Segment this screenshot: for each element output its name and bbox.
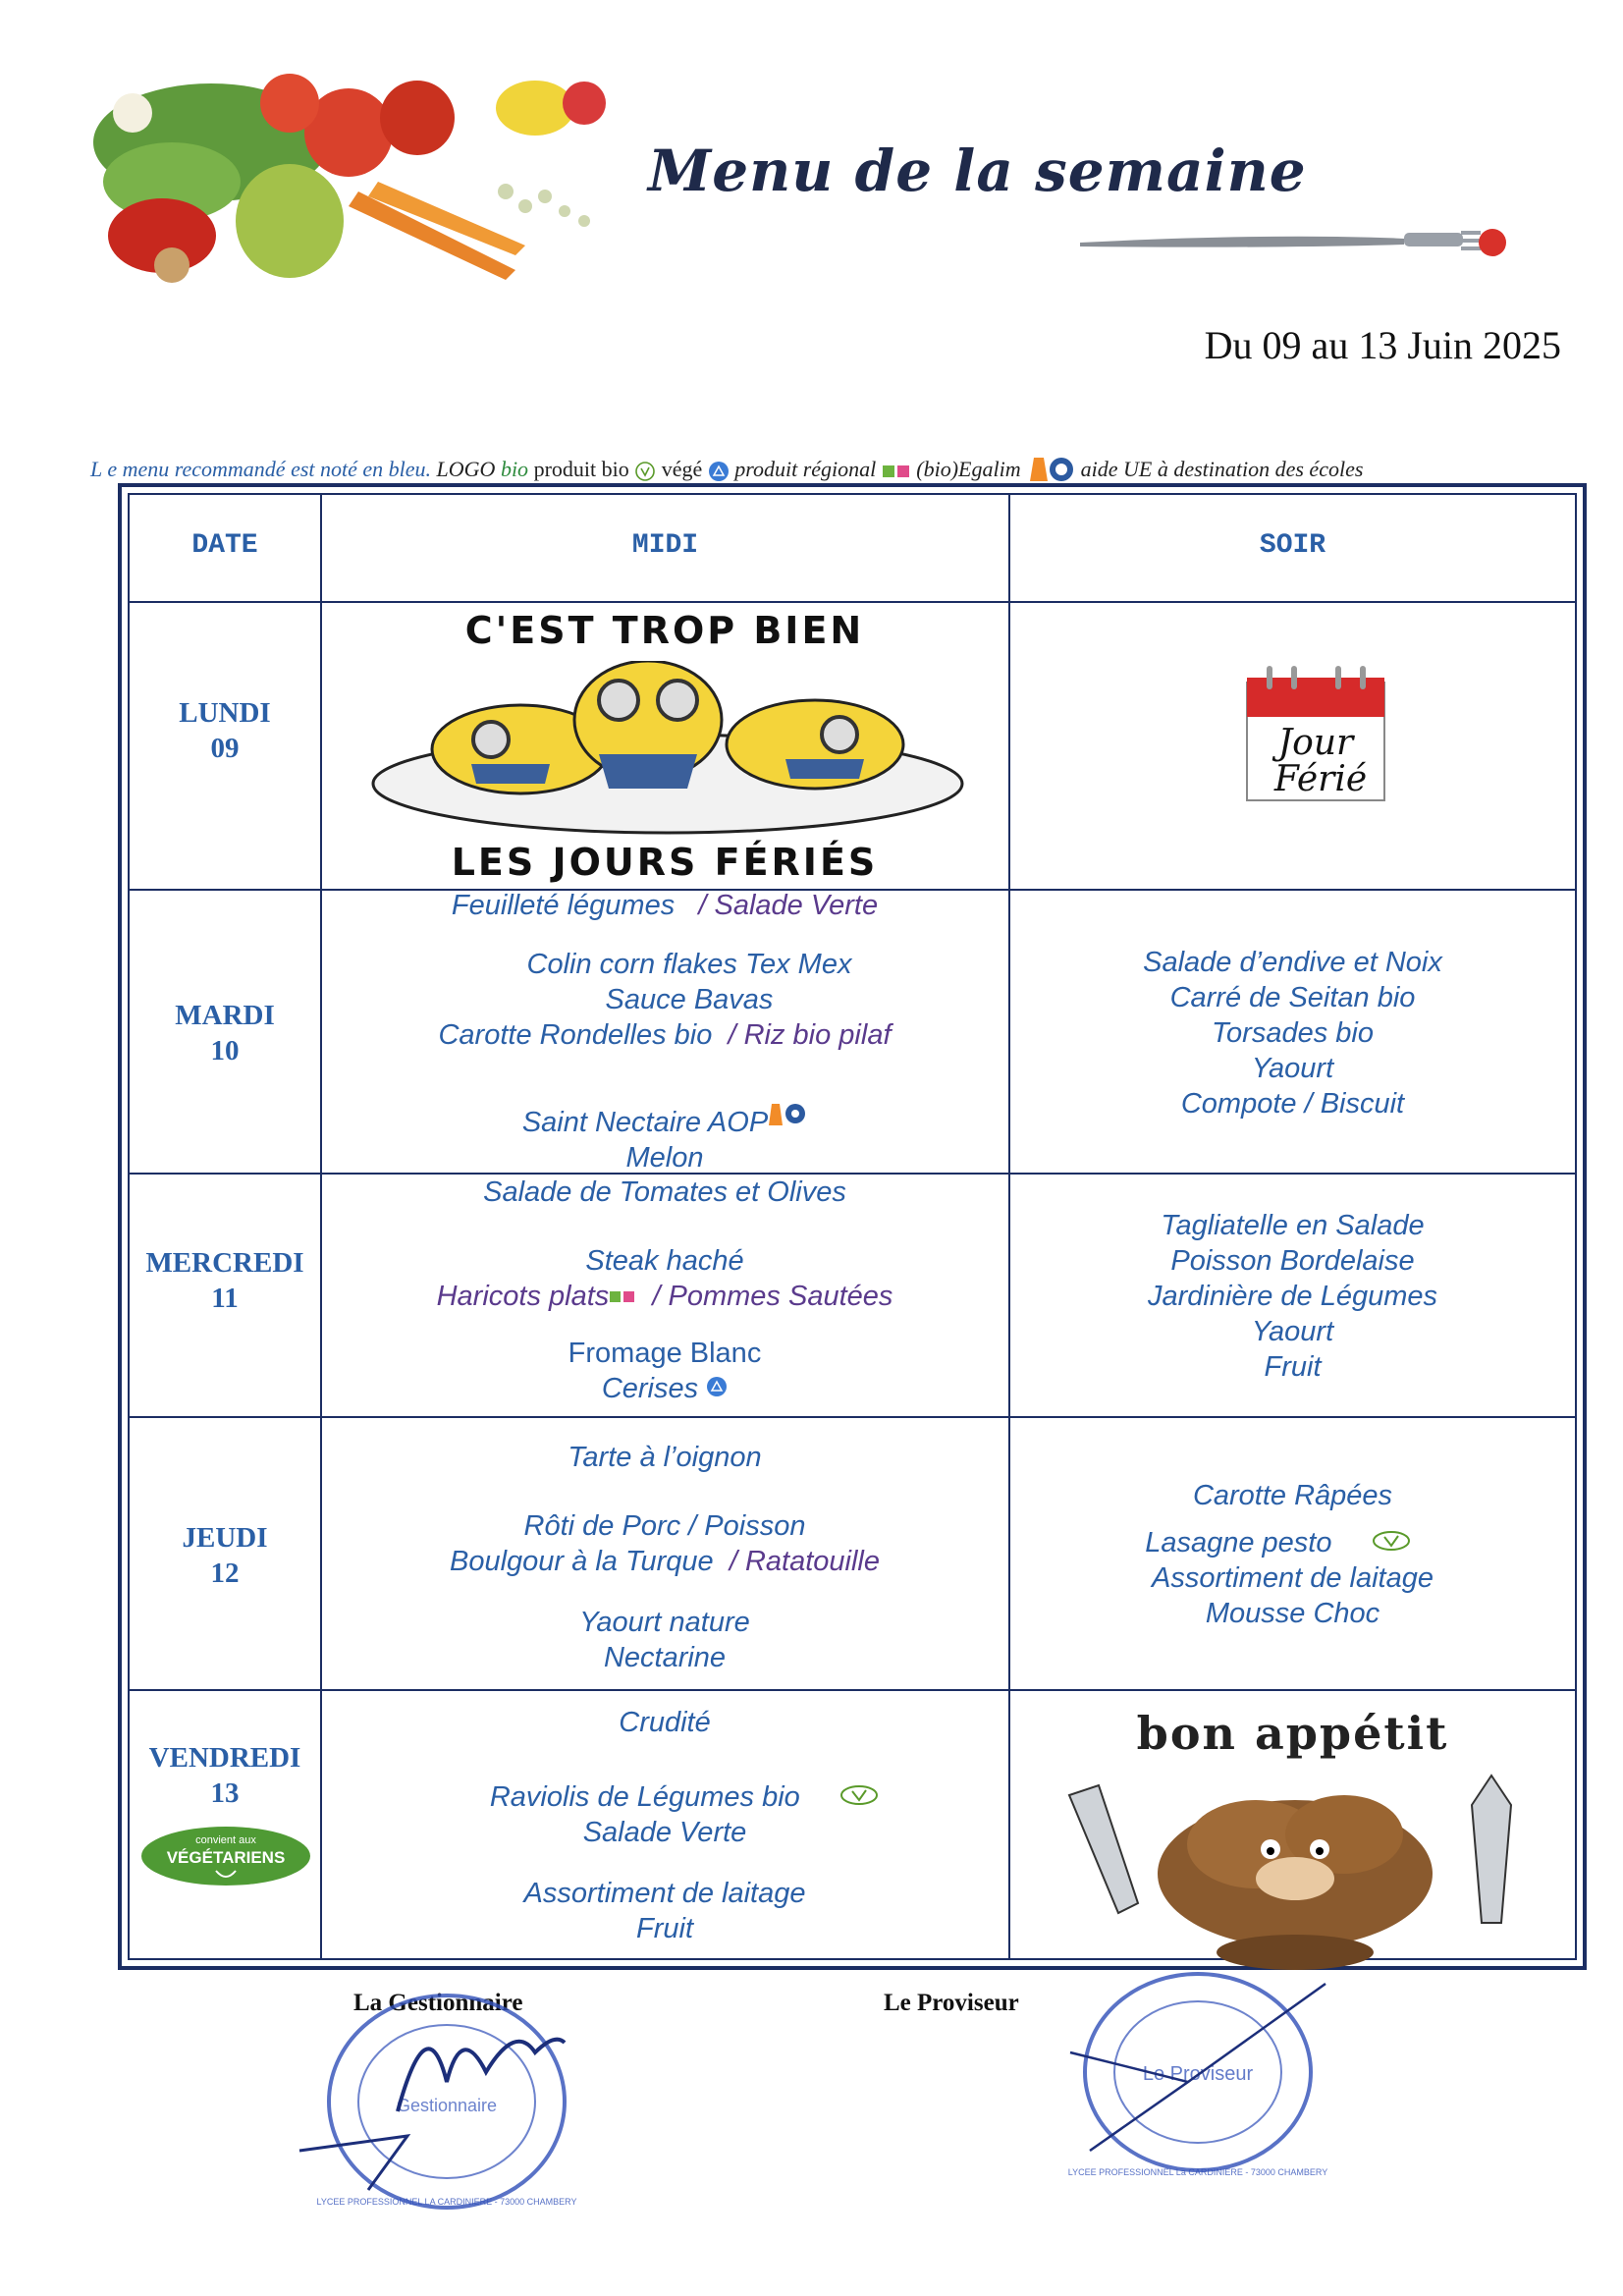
- day-jeudi: [130, 1520, 320, 1591]
- grid-line: [128, 1689, 1577, 1691]
- menu-item: Raviolis de Légumes bio: [489, 1781, 800, 1813]
- vendredi-midi-cell: [324, 1705, 1005, 1946]
- menu-line: [324, 1102, 1005, 1140]
- date-range: Du 09 au 13 Juin 2025: [1204, 323, 1561, 367]
- day-vendredi: [130, 1740, 320, 1811]
- jeudi-soir-cell: [1010, 1478, 1575, 1631]
- menu-line: [324, 1779, 1005, 1815]
- menu-item: / Riz: [728, 1019, 785, 1051]
- menu-item: Assortiment de laitage: [1152, 1562, 1434, 1594]
- mercredi-midi-cell: [324, 1175, 1005, 1406]
- col-header-soir: SOIR: [1259, 530, 1326, 561]
- menu-item: Rôti de Porc / Poisson: [523, 1510, 806, 1542]
- menu-item: Salade de Tomates et Olives: [483, 1176, 846, 1208]
- stamp-proviseur: [1051, 1954, 1345, 2190]
- vegetarian-badge: [137, 1822, 314, 1890]
- vege-leaf-icon: [1372, 1530, 1411, 1552]
- menu-item: Carotte Rondelles bio: [438, 1019, 713, 1051]
- menu-item: bio pilaf: [792, 1019, 892, 1051]
- menu-line: [324, 888, 1005, 923]
- egalim-icon: [882, 464, 911, 479]
- eu-school-aid-icon: [768, 1102, 807, 1131]
- menu-item: Salade Verte: [582, 1817, 747, 1848]
- menu-item: Carré de Seitan bio: [1169, 982, 1416, 1013]
- mardi-midi-cell: [324, 888, 1005, 1175]
- day-name: MERCREDI: [145, 1247, 304, 1279]
- stamp-ring-text: LYCEE PROFESSIONNEL La CARDINIERE - 73000 CHAMBERY: [1067, 2167, 1328, 2177]
- menu-line: [324, 1279, 1005, 1314]
- menu-item: Tarte à l’oignon: [568, 1442, 762, 1473]
- menu-item: / Ratatouille: [729, 1546, 880, 1577]
- day-number: 13: [210, 1777, 240, 1809]
- calendar-text-ferie: Férié: [1273, 759, 1368, 799]
- menu-item: Lasagne pesto: [1145, 1527, 1332, 1558]
- badge-main-text: VÉGÉTARIENS: [166, 1848, 286, 1867]
- signature-proviseur-label: Le Proviseur: [884, 1990, 1019, 2016]
- vege-leaf-icon: [839, 1784, 879, 1806]
- menu-line: [324, 1371, 1005, 1406]
- calendar-icon: [1242, 658, 1389, 805]
- stamp-center-text: Le Proviseur: [1142, 2063, 1254, 2085]
- menu-item: Haricots plats: [436, 1281, 610, 1312]
- menu-item: Tagliatelle en Salade: [1161, 1210, 1425, 1241]
- menu-line: [324, 1544, 1005, 1579]
- signature-gestionnaire-label: La Gestionnaire: [353, 1990, 523, 2016]
- menu-item: Assortiment de laitage: [523, 1878, 806, 1909]
- day-name: MARDI: [175, 1000, 275, 1031]
- menu-item: Yaourt: [1251, 1316, 1334, 1347]
- signature-stroke: [299, 2136, 407, 2190]
- menu-item: Boulgour à la Turque: [450, 1546, 714, 1577]
- regional-product-icon: [706, 1376, 728, 1397]
- menu-line: [1010, 1525, 1575, 1560]
- menu-item: Sauce Bavas: [605, 984, 774, 1015]
- mardi-soir-cell: [1010, 945, 1575, 1121]
- legend-text-vege: végé: [661, 457, 703, 482]
- legend-text-recommended: L e menu recommandé est noté en bleu.: [90, 457, 432, 482]
- day-mercredi: [130, 1245, 320, 1316]
- menu-item: Crudité: [619, 1707, 711, 1738]
- day-name: JEUDI: [182, 1522, 268, 1554]
- menu-item: Torsades bio: [1212, 1017, 1374, 1049]
- menu-item: Saint Nectaire AOP: [521, 1107, 769, 1138]
- calendar-text-jour: Jour: [1277, 723, 1354, 763]
- day-number: 11: [211, 1283, 239, 1314]
- bon-appetit-title: bon appétit: [1136, 1707, 1449, 1760]
- menu-item: Jardinière de Légumes: [1147, 1281, 1437, 1312]
- day-number: 09: [210, 733, 240, 764]
- menu-item: Salade d’endive et Noix: [1143, 947, 1442, 978]
- day-lundi: [130, 695, 320, 766]
- menu-item: Carotte Râpées: [1192, 1480, 1393, 1511]
- menu-item: Poisson Bordelaise: [1170, 1245, 1415, 1277]
- col-header-date: DATE: [191, 530, 258, 561]
- menu-item: Yaourt: [1251, 1053, 1334, 1084]
- day-number: 10: [210, 1035, 240, 1066]
- menu-item: Fruit: [636, 1913, 693, 1944]
- coyote-illustration: [1059, 1766, 1531, 1972]
- grid-line: [128, 601, 1577, 603]
- menu-item: Compote / Biscuit: [1180, 1088, 1405, 1120]
- day-mardi: [130, 998, 320, 1068]
- badge-top-text: convient aux: [195, 1834, 256, 1846]
- stamp-ring-text: LYCEE PROFESSIONNEL LA CARDINIERE - 73000 CHAMBERY: [316, 2197, 577, 2207]
- menu-item: Yaourt nature: [579, 1607, 750, 1638]
- vendredi-soir-cell: [1010, 1697, 1575, 1982]
- fork-icon: [1080, 221, 1512, 260]
- vegetables-illustration: [93, 74, 663, 285]
- menu-item: Fruit: [1264, 1351, 1322, 1383]
- menu-item: / Pommes Sautées: [652, 1281, 893, 1312]
- menu-item: Nectarine: [603, 1642, 727, 1673]
- minions-illustration: [353, 661, 982, 838]
- menu-item: Steak haché: [585, 1245, 744, 1277]
- holiday-banner-bottom: LES JOURS FÉRIÉS: [451, 841, 879, 884]
- legend-text-regional: produit régional: [734, 457, 877, 482]
- menu-item: Melon: [625, 1142, 704, 1174]
- vege-leaf-icon: [634, 461, 656, 482]
- jeudi-midi-cell: [324, 1440, 1005, 1675]
- day-name: LUNDI: [179, 697, 271, 729]
- egalim-icon: [609, 1289, 636, 1305]
- page-title: Menu de la semaine: [648, 137, 1307, 204]
- menu-line: [324, 1017, 1005, 1053]
- lundi-midi-cell: [324, 607, 1005, 887]
- regional-product-icon: [708, 461, 730, 482]
- menu-item: Fromage Blanc: [568, 1338, 762, 1369]
- stamp-gestionnaire: [290, 1964, 604, 2219]
- legend-text-egalim: (bio)Egalim: [916, 457, 1021, 482]
- day-number: 12: [210, 1558, 240, 1589]
- stamp-center-text: Gestionnaire: [396, 2096, 498, 2115]
- menu-item: Colin corn flakes Tex Mex: [526, 949, 852, 980]
- grid-line: [320, 493, 322, 1960]
- holiday-banner-top: C'EST TROP BIEN: [464, 609, 865, 652]
- legend-text-bio: bio: [500, 457, 529, 482]
- menu-item: / Salade Verte: [698, 890, 879, 921]
- legend-text-produit-bio: produit bio: [533, 457, 629, 482]
- legend-text-eu-aid: aide UE à destination des écoles: [1080, 457, 1364, 482]
- menu-item: Mousse Choc: [1205, 1598, 1380, 1629]
- legend-text-logo: LOGO: [436, 457, 496, 482]
- col-header-midi: MIDI: [631, 530, 699, 561]
- menu-item: Feuilleté légumes: [451, 890, 676, 921]
- day-name: VENDREDI: [148, 1742, 301, 1774]
- grid-line: [128, 1416, 1577, 1418]
- menu-item: Cerises: [601, 1373, 699, 1404]
- mercredi-soir-cell: [1010, 1208, 1575, 1385]
